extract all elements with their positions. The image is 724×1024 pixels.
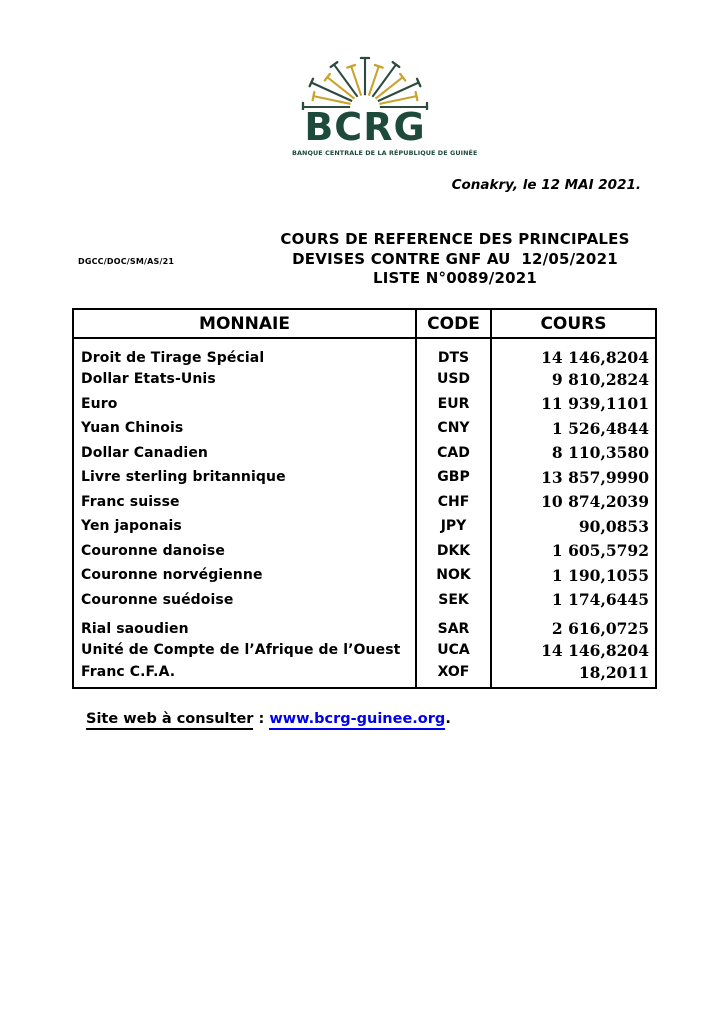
table-row <box>73 367 656 392</box>
currency-name: Rial saoudien <box>73 612 416 638</box>
currency-rate: 18,2011 <box>578 662 649 682</box>
currency-name: Franc C.F.A. <box>73 663 416 688</box>
table-row <box>73 441 656 466</box>
table-row <box>73 539 656 564</box>
footer-note <box>86 711 451 727</box>
currency-rate: 90,0853 <box>578 516 649 536</box>
table-row <box>73 663 656 688</box>
table-row <box>73 465 656 490</box>
currency-code: CAD <box>416 441 491 466</box>
dateline: Conakry, le 12 MAI 2021. <box>451 177 641 193</box>
currency-rate: 2 616,0725 <box>551 619 649 638</box>
currency-code: NOK <box>416 563 491 588</box>
currency-name: Livre sterling britannique <box>73 465 416 490</box>
currency-code: SAR <box>416 612 491 638</box>
currency-rate: 1 174,6445 <box>551 590 649 610</box>
exchange-rates-table <box>72 308 657 689</box>
header-monnaie: MONNAIE <box>73 309 416 338</box>
table-row <box>73 563 656 588</box>
currency-rate: 14 146,8204 <box>541 348 649 367</box>
currency-code: SEK <box>416 588 491 613</box>
table-row <box>73 588 656 613</box>
currency-name: Droit de Tirage Spécial <box>73 338 416 367</box>
currency-code: EUR <box>416 392 491 417</box>
currency-code: CNY <box>416 416 491 441</box>
currency-rate: 10 874,2039 <box>541 492 649 512</box>
document-title <box>245 230 665 289</box>
currency-code: USD <box>416 367 491 392</box>
table-row <box>73 392 656 417</box>
table-row <box>73 612 656 638</box>
currency-rate: 1 190,1055 <box>551 565 649 585</box>
currency-name: Couronne norvégienne <box>73 563 416 588</box>
website-link[interactable]: www.bcrg-guinee.org <box>269 711 445 730</box>
currency-name: Yuan Chinois <box>73 416 416 441</box>
currency-rate: 13 857,9990 <box>541 467 649 487</box>
currency-code: DTS <box>416 338 491 367</box>
currency-name: Dollar Canadien <box>73 441 416 466</box>
footer-period: . <box>445 711 451 727</box>
currency-rate: 1 526,4844 <box>551 418 649 438</box>
logo-wordmark: BCRG <box>304 105 426 149</box>
currency-name: Franc suisse <box>73 490 416 515</box>
currency-name: Unité de Compte de l’Afrique de l’Ouest <box>73 638 416 663</box>
currency-name: Yen japonais <box>73 514 416 539</box>
currency-code: DKK <box>416 539 491 564</box>
currency-name: Euro <box>73 392 416 417</box>
currency-name: Dollar Etats-Unis <box>73 367 416 392</box>
currency-code: CHF <box>416 490 491 515</box>
title-line-3: LISTE N°0089/2021 <box>372 269 538 287</box>
table-row <box>73 514 656 539</box>
footer-separator: : <box>253 711 270 727</box>
currency-rate: 9 810,2824 <box>551 369 649 389</box>
currency-code: UCA <box>416 638 491 663</box>
header-cours: COURS <box>491 309 656 338</box>
currency-code: XOF <box>416 663 491 688</box>
currency-name: Couronne danoise <box>73 539 416 564</box>
table-body <box>73 338 656 688</box>
table-row <box>73 338 656 367</box>
table-row <box>73 416 656 441</box>
currency-code: GBP <box>416 465 491 490</box>
currency-name: Couronne suédoise <box>73 588 416 613</box>
title-line-1: COURS DE REFERENCE DES PRINCIPALES <box>280 230 630 248</box>
bcrg-logo <box>292 50 478 157</box>
reference-number: DGCC/DOC/SM/AS/21 <box>78 257 175 266</box>
header-code: CODE <box>416 309 491 338</box>
footer-label: Site web à consulter <box>86 711 253 730</box>
currency-rate: 1 605,5792 <box>551 541 649 561</box>
currency-rate: 11 939,1101 <box>541 394 649 414</box>
logo-tagline: BANQUE CENTRALE DE LA RÉPUBLIQUE DE GUINÉE <box>292 149 478 157</box>
currency-rate: 8 110,3580 <box>551 443 649 463</box>
table-row <box>73 490 656 515</box>
logo-rays-icon <box>295 50 435 110</box>
title-line-2: DEVISES CONTRE GNF AU 12/05/2021 <box>292 249 618 268</box>
table-row <box>73 638 656 663</box>
currency-rate: 14 146,8204 <box>541 640 649 660</box>
currency-code: JPY <box>416 514 491 539</box>
table-header-row <box>73 309 656 338</box>
